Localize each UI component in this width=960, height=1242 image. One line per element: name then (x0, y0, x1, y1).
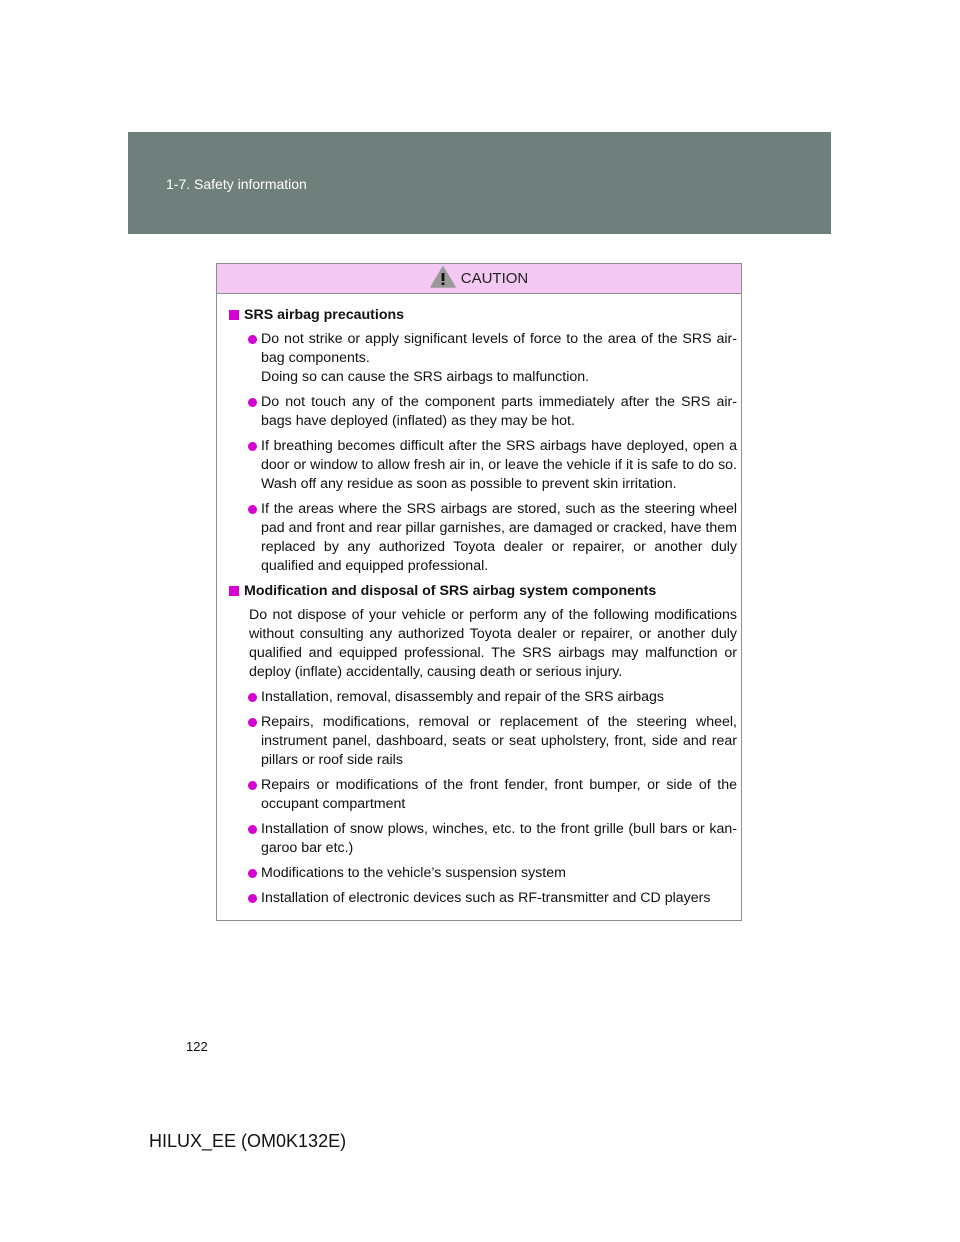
list-item (229, 713, 737, 770)
list-item (229, 500, 737, 576)
circle-bullet-icon (248, 825, 257, 834)
warning-triangle-icon (430, 266, 456, 288)
circle-bullet-icon (248, 718, 257, 727)
list-item-text: Do not touch any of the component parts immediately after the SRS air-bags have deployed (inflated) as they may be hot. (261, 394, 737, 429)
square-bullet-icon (229, 586, 239, 596)
list-item (229, 393, 737, 431)
list-item (229, 889, 737, 908)
list-item (229, 820, 737, 858)
list-item-text: Modifications to the vehicle’s suspension system (261, 865, 566, 881)
section-heading (229, 582, 737, 601)
list-item-text: Do not strike or apply significant levels of force to the area of the SRS air-bag components. Doing so can cause the SRS airbags to malfunction. (261, 331, 737, 385)
list-item (229, 688, 737, 707)
circle-bullet-icon (248, 505, 257, 514)
circle-bullet-icon (248, 894, 257, 903)
circle-bullet-icon (248, 398, 257, 407)
caution-body (217, 294, 741, 908)
list-item-text: If the areas where the SRS airbags are stored, such as the steering wheel pad and front and rear pillar garnishes, are damaged or cracked, have them replaced by any authorized Toyota dealer or repairer, or another duly qualified and equipped professional. (261, 501, 737, 574)
section-intro: Do not dispose of your vehicle or perform any of the following modifications without consulting any authorized Toyota dealer or repairer, or another duly qualified and equipped professional. The SRS airbags may malfunction or deploy (inflate) accidentally, causing death or serious injury. (249, 607, 737, 680)
caution-title: CAUTION (460, 270, 529, 287)
circle-bullet-icon (248, 781, 257, 790)
section-title: 1-7. Safety information (166, 176, 307, 192)
page-number: 122 (186, 1039, 208, 1054)
section-heading-text: Modification and disposal of SRS airbag system components (244, 583, 657, 599)
doc-code: HILUX_EE (OM0K132E) (149, 1131, 347, 1151)
circle-bullet-icon (248, 869, 257, 878)
list-item-text: Installation, removal, disassembly and repair of the SRS airbags (261, 689, 664, 705)
list-item (229, 437, 737, 494)
section-heading (229, 306, 737, 325)
circle-bullet-icon (248, 693, 257, 702)
list-item (229, 330, 737, 387)
list-item-text: If breathing becomes difficult after the SRS airbags have deployed, open a door or window to allow fresh air in, or leave the vehicle if it is safe to do so. Wash off any residue as soon as possible to prevent skin irritation. (261, 438, 737, 492)
circle-bullet-icon (248, 442, 257, 451)
header-band (128, 132, 831, 234)
caution-box (216, 263, 742, 921)
list-item-text: Repairs or modifications of the front fender, front bumper, or side of the occupant compartment (261, 777, 737, 812)
caution-header (217, 264, 741, 294)
square-bullet-icon (229, 310, 239, 320)
section-heading-text: SRS airbag precautions (244, 307, 405, 323)
list-item-text: Installation of electronic devices such as RF-transmitter and CD players (261, 890, 711, 906)
list-item-text: Installation of snow plows, winches, etc. to the front grille (bull bars or kan-garoo bar etc.) (261, 821, 737, 856)
list-item-text: Repairs, modifications, removal or replacement of the steering wheel, instrument panel, dashboard, seats or seat upholstery, front, side and rear pillars or roof side rails (261, 714, 737, 768)
circle-bullet-icon (248, 335, 257, 344)
list-item (229, 776, 737, 814)
list-item (229, 864, 737, 883)
